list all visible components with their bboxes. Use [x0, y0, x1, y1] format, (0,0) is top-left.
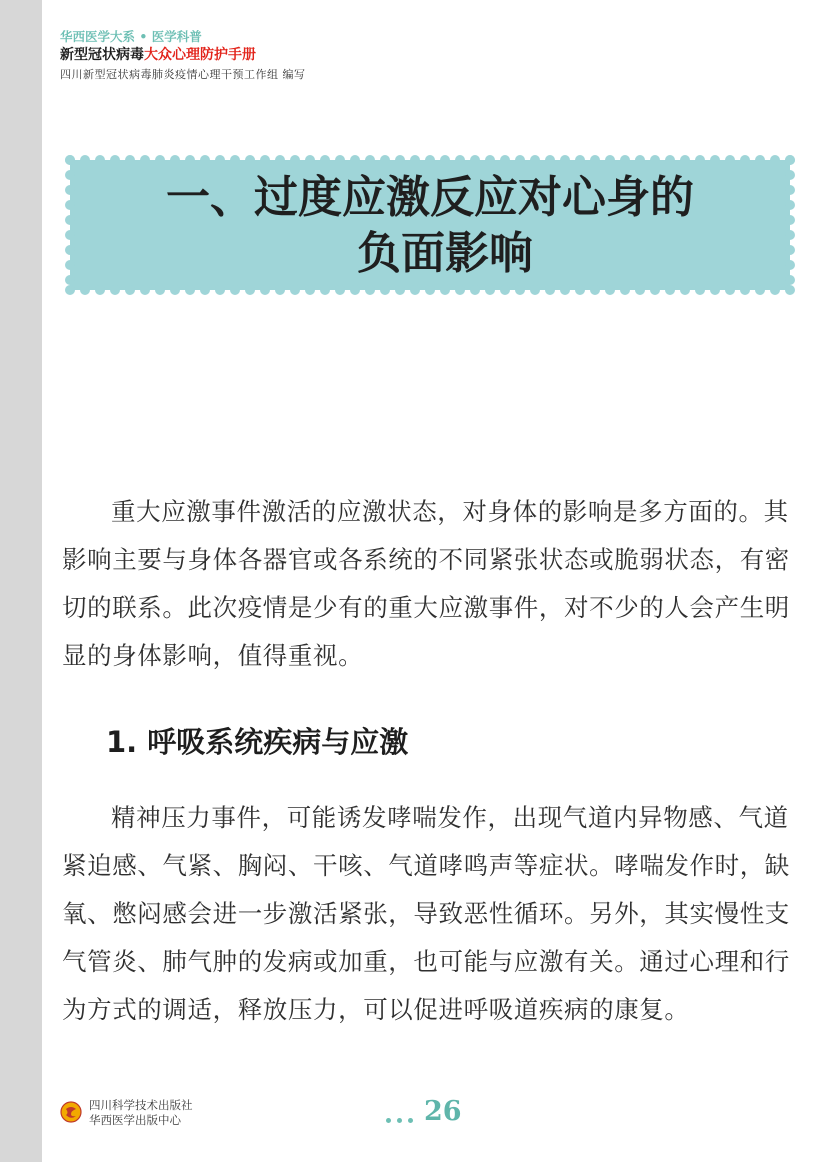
page-number: 26 [424, 1096, 462, 1127]
publisher-line2: 华西医学出版中心 [89, 1113, 181, 1127]
publisher-line1: 四川科学技术出版社 [89, 1098, 193, 1112]
book-title [60, 46, 306, 65]
publisher-logo-icon [60, 1101, 82, 1123]
authors-line: 四川新型冠状病毒肺炎疫情心理干预工作组 编写 [60, 68, 306, 81]
dot [397, 1118, 402, 1123]
intro-paragraph: 重大应激事件激活的应激状态，对身体的影响是多方面的。其影响主要与身体各器官或各系统的不同紧张状态或脆弱状态，有密切的联系。此次疫情是少有的重大应激事件，对不少的人会产生明显的身体影响，值得重视。 [62, 497, 790, 670]
running-header [60, 28, 306, 83]
chapter-title-line2: 负面影响 [357, 228, 533, 279]
book-title-part2: 大众心理防护手册 [144, 47, 256, 63]
dot [386, 1118, 391, 1123]
series-name: 华西医学大系 • 医学科普 [60, 29, 202, 44]
respiratory-paragraph: 精神压力事件，可能诱发哮喘发作，出现气道内异物感、气道紧迫感、气紧、胸闷、干咳、气道哮鸣声等症状。哮喘发作时，缺氧、憋闷感会进一步激活紧张，导致恶性循环。另外，其实慢性支气管炎、肺气肿的发病或加重，也可能与应激有关。通过心理和行为方式的调适，释放压力，可以促进呼吸道疾病的康复。 [62, 803, 790, 1024]
publisher-info [89, 1098, 193, 1128]
book-title-part1: 新型冠状病毒 [60, 47, 144, 63]
chapter-title-line1: 一、过度应激反应对心身的 [166, 172, 694, 223]
section-heading: 1. 呼吸系统疾病与应激 [106, 725, 409, 759]
page-dots-decoration [386, 1108, 419, 1127]
page-edge-bar [0, 0, 42, 1162]
dot [408, 1118, 413, 1123]
chapter-title-banner [62, 152, 798, 298]
chapter-title [62, 170, 798, 282]
